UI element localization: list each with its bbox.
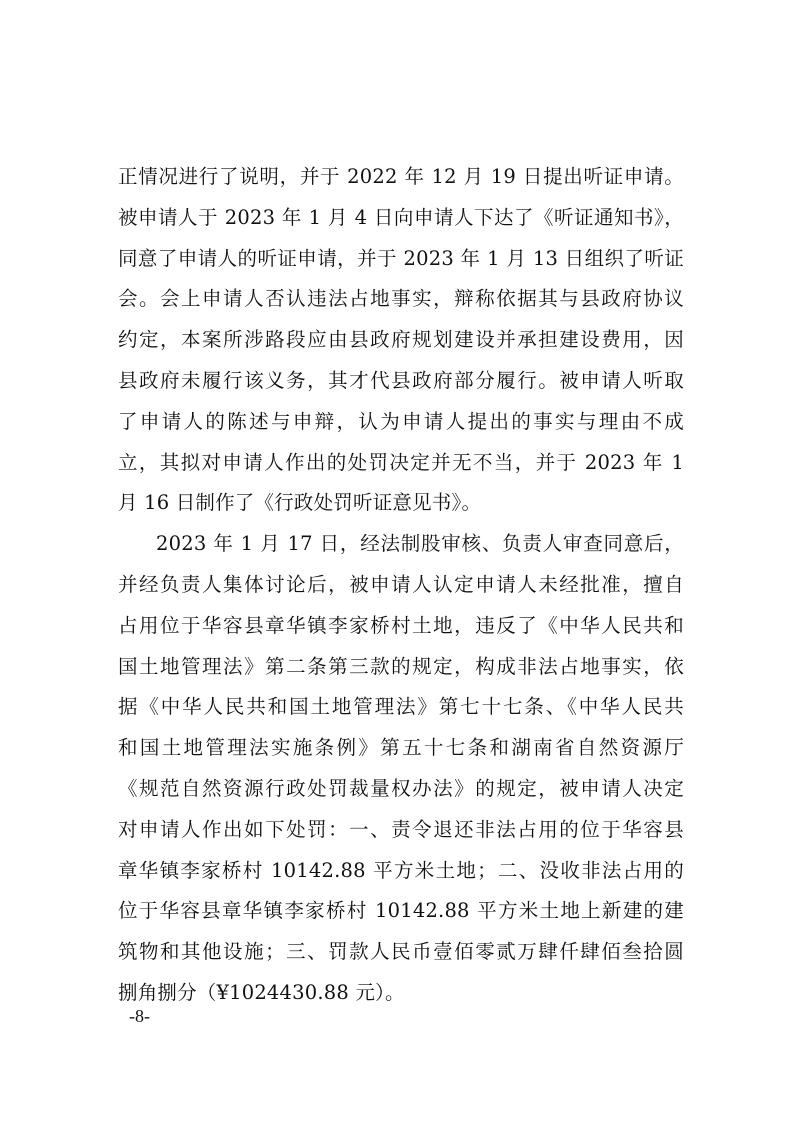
text-line: 月 16 日制作了《行政处罚听证意见书》。	[118, 491, 482, 515]
text-line: 了申请人的陈述与申辩，认为申请人提出的事实与理由不成	[118, 409, 684, 433]
text-line: 章华镇李家桥村 10142.88 平方米土地；二、没收非法占用的	[118, 858, 684, 882]
text-line: 2023 年 1 月 17 日，经法制股审核、负责人审查同意后，	[156, 532, 684, 556]
text-line: 国土地管理法》第二条第三款的规定，构成非法占地事实，依	[118, 654, 684, 678]
text-line: 并经负责人集体讨论后，被申请人认定申请人未经批准，擅自	[118, 572, 684, 596]
text-line: 位于华容县章华镇李家桥村 10142.88 平方米土地上新建的建	[118, 899, 684, 923]
text-line: 会。会上申请人否认违法占地事实，辩称依据其与县政府协议	[118, 287, 684, 311]
text-line: 据《中华人民共和国土地管理法》第七十七条、《中华人民共	[118, 695, 684, 719]
page-number: -8-	[129, 1006, 150, 1026]
text-line: 立，其拟对申请人作出的处罚决定并无不当，并于 2023 年 1	[118, 450, 684, 474]
text-line: 对申请人作出如下处罚：一、责令退还非法占用的位于华容县	[118, 817, 684, 841]
paragraph-2	[118, 524, 684, 1014]
text-line: 同意了申请人的听证申请，并于 2023 年 1 月 13 日组织了听证	[118, 246, 684, 270]
text-line: 占用位于华容县章华镇李家桥村土地，违反了《中华人民共和	[118, 613, 684, 637]
text-line: 和国土地管理法实施条例》第五十七条和湖南省自然资源厅	[118, 736, 684, 760]
text-line: 捌角捌分（¥1024430.88 元）。	[118, 980, 405, 1004]
body-text	[118, 157, 684, 1014]
text-line: 县政府未履行该义务，其才代县政府部分履行。被申请人听取	[118, 368, 684, 392]
text-line: 《规范自然资源行政处罚裁量权办法》的规定，被申请人决定	[118, 776, 684, 800]
text-line: 约定，本案所涉路段应由县政府规划建设并承担建设费用，因	[118, 328, 684, 352]
paragraph-1	[118, 157, 684, 524]
text-line: 筑物和其他设施；三、罚款人民币壹佰零贰万肆仟肆佰叁拾圆	[118, 940, 684, 964]
text-line: 正情况进行了说明，并于 2022 年 12 月 19 日提出听证申请。	[118, 165, 684, 188]
text-line: 被申请人于 2023 年 1 月 4 日向申请人下达了《听证通知书》，	[118, 205, 684, 229]
